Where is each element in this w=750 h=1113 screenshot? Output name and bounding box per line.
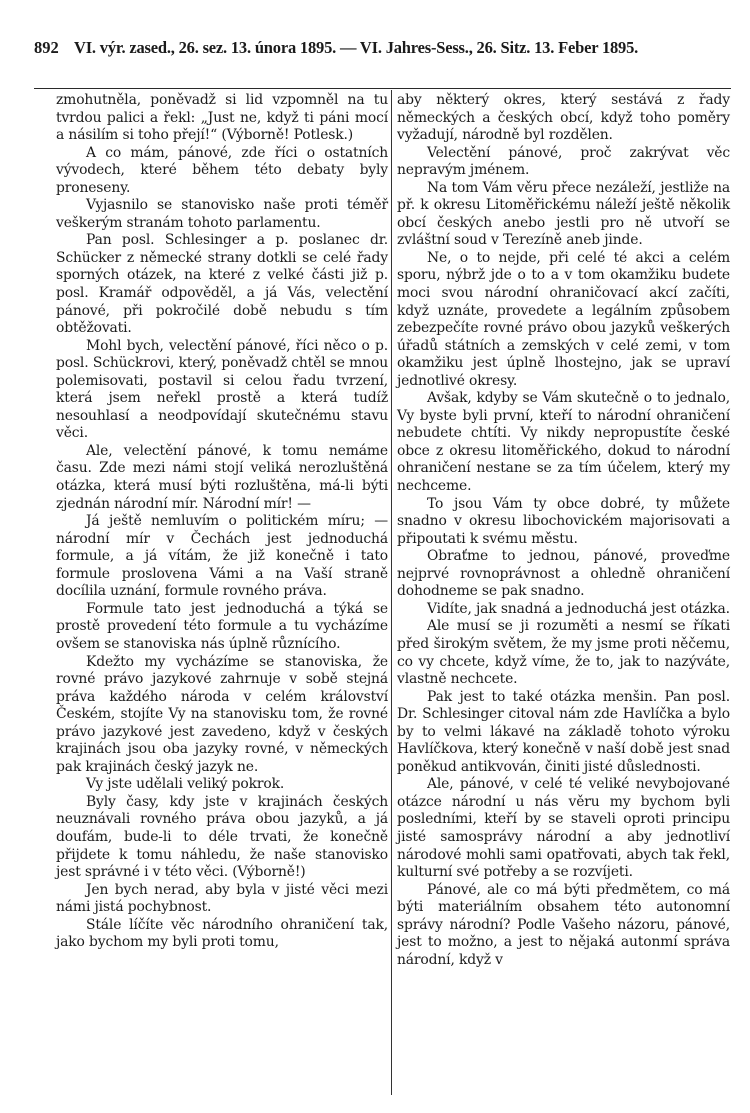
paragraph: Ale musí se ji rozuměti a nesmí se říkati před širokým světem, že my jsme proti něčemu, co vy chcete, když víme, že to, jak to nazýváte, vlastně nechcete. — [397, 618, 730, 688]
header-rule — [34, 88, 731, 89]
running-title: VI. výr. zased., 26. sez. 13. února 1895. — VI. Jahres-Sess., 26. Sitz. 13. Feber 1895. — [74, 38, 639, 57]
paragraph: Formule tato jest jednoduchá a týká se prostě provedení této formule a tu vycházíme ovšem se stanoviska nás úplně různícího. — [56, 600, 388, 652]
column-divider — [391, 90, 392, 1095]
paragraph: Pak jest to také otázka menšin. Pan posl. Dr. Schlesinger citoval nám zde Havlíčka a bylo by to velmi lákavé na základě tohoto výroku Havlíčkova, který konečně v naší době jest snad poněkud antikvován, činiti jisté důslednosti. — [397, 688, 730, 775]
paragraph: zmohutněla, poněvadž si lid vzpomněl na tu tvrdou palici a řekl: „Just ne, když ti páni mocí a násilím si toho přejí!“ (Výborně! Potlesk.) — [56, 92, 388, 144]
paragraph: Vyjasnilo se stanovisko naše proti téměř veškerým stranám tohoto parlamentu. — [56, 197, 388, 231]
paragraph: Ale, pánové, v celé té veliké nevybojované otázce národní u nás věru my bychom byli posledními, kteří by se staveli oproti principu jisté samosprávy národní a aby jednotliví národové mohli sami opatřovati, abych tak řekl, kulturní své potřeby a se rozvíjeti. — [397, 776, 730, 881]
paragraph: Avšak, kdyby se Vám skutečně o to jednalo, Vy byste byli první, kteří to národní ohraničení nebudete chtíti. Vy nikdy nepropustíte české obce z okresu litoměřického, dokud to národní ohraničení nestane se za tím účelem, který my nechceme. — [397, 390, 730, 495]
page-header — [34, 38, 728, 64]
right-column — [397, 92, 730, 969]
left-column — [56, 92, 388, 952]
paragraph: Kdežto my vycházíme se stanoviska, že rovné právo jazykové zahrnuje v sobě stejná práva každého národa v celém království Českém, stojíte Vy na stanovisku tom, že rovné právo jazykové jest zavedeno, když v českých krajinách jsou oba jazyky rovné, v německých pak krajinách český jazyk ne. — [56, 653, 388, 775]
paragraph: Vidíte, jak snadná a jednoduchá jest otázka. — [427, 600, 730, 617]
paragraph: aby některý okres, který sestává z řady německých a českých obcí, když toho poměry vyžadují, národně byl rozdělen. — [397, 92, 730, 144]
paragraph: Byly časy, kdy jste v krajinách českých neuznávali rovného práva obou jazyků, a já doufám, bude-li to déle trvati, že konečně přijdete k tomu náhledu, že naše stanovisko jest správné i v této věci. (Výborně!) — [56, 793, 388, 881]
paragraph: Mohl bych, velectění pánové, říci něco o p. posl. Schückrovi, který, poněvadž chtěl se mnou polemisovati, postavil si celou řadu tvrzení, která jsem neřekl prostě a která tudíž nesouhlasí a neodpovídají skutečnému stavu věci. — [56, 337, 388, 442]
paragraph: Ale, velectění pánové, k tomu nemáme času. Zde mezi námi stojí veliká nerozluštěná otázka, která musí býti rozluštěna, má-li býti zjednán národní mír. Národní mír! — — [56, 442, 388, 512]
page-number: 892 — [34, 38, 59, 57]
paragraph: To jsou Vám ty obce dobré, ty můžete snadno v okresu libochovickém majorisovati a připoutati k svému městu. — [397, 495, 730, 547]
paragraph: Obraťme to jednou, pánové, proveďme nejprvé rovnoprávnost a ohledně ohraničení dohodneme se pak snadno. — [397, 548, 730, 600]
paragraph: Pánové, ale co má býti předmětem, co má býti materiálním obsahem této autonomní správy národní? Podle Vašeho názoru, pánové, jest to možno, a jest to nějaká autonmí správa národní, když v — [397, 881, 730, 968]
paragraph: Já ještě nemluvím o politickém míru; — národní mír v Čechách jest jednoduchá formule, a já vítám, že již konečně i tato formule proslovena Vámi a na Vaší straně docílila uznání, formule rovného práva. — [56, 513, 388, 600]
paragraph: Pan posl. Schlesinger a p. poslanec dr. Schücker z německé strany dotkli se celé řady sporných otázek, na které z velké části již p. posl. Kramář odpověděl, a já Vás, velectění pánové, při pokročilé době nebudu s tím obtěžovati. — [56, 232, 388, 337]
paragraph: Na tom Vám věru přece nezáleží, jestliže na př. k okresu Litoměřickému náleží ještě několik obcí českých anebo jestli pro ně utvoří se zvláštní soud v Terezíně aneb jinde. — [397, 179, 730, 249]
paragraph: Vy jste udělali veliký pokrok. — [86, 776, 285, 793]
paragraph: Jen bych nerad, aby byla v jisté věci mezi námi jistá pochybnost. — [56, 881, 388, 916]
paragraph: Velectění pánové, proč zakrývat věc nepravým jménem. — [397, 144, 730, 179]
paragraph: Stále líčíte věc národního ohraničení tak, jako bychom my byli proti tomu, — [56, 916, 388, 951]
paragraph: A co mám, pánové, zde říci o ostatních vývodech, které během této debaty byly proneseny. — [56, 144, 388, 196]
paragraph: Ne, o to nejde, při celé té akci a celém sporu, nýbrž jde o to a v tom okamžiku budete moci svou národní ohraničovací akcí začíti, když uznáte, provedete a legálním způsobem zebezpečíte rovné právo obou jazyků veškerých úřadů státních a zemských v celé zemi, v tom okamžiku jest úplně lhostejno, jak se upraví jednotlivé okresy. — [397, 249, 730, 389]
